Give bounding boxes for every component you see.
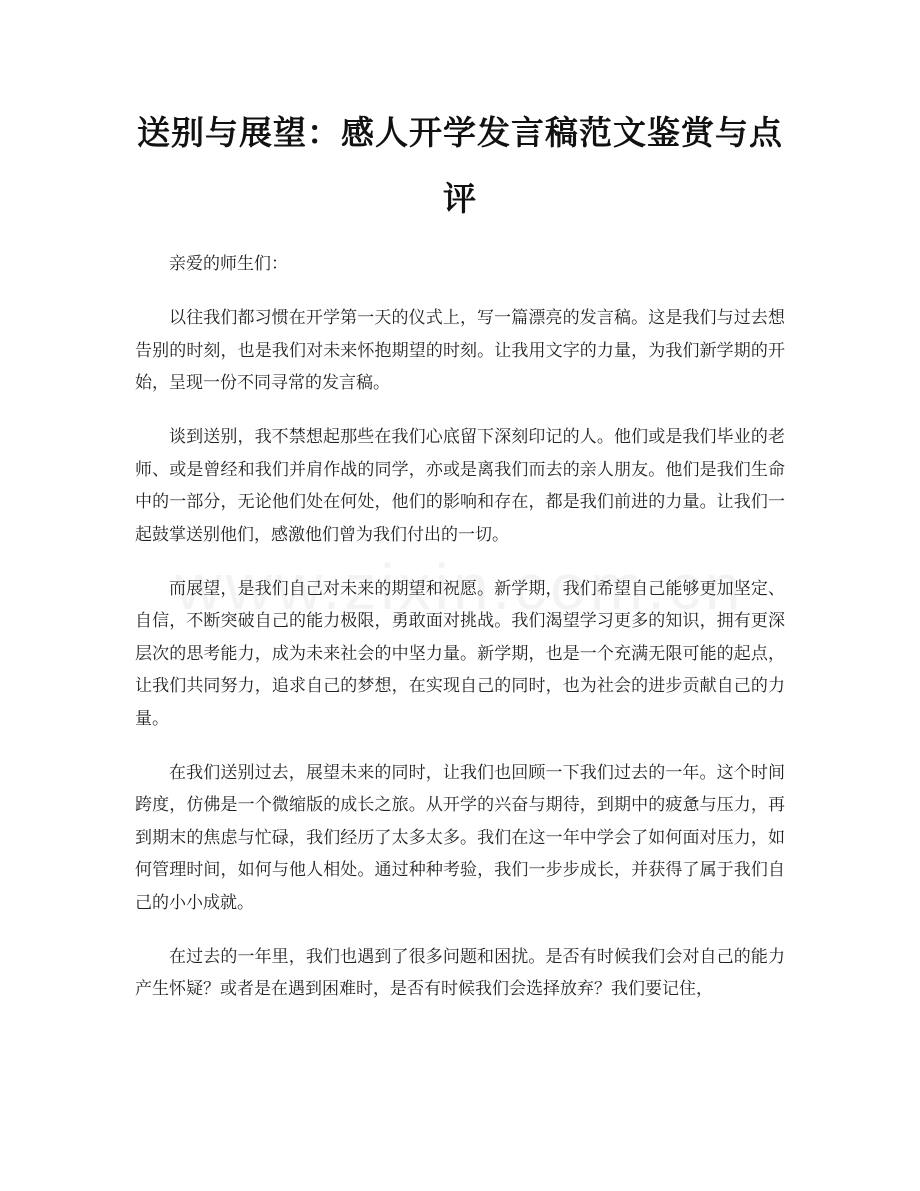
- paragraph: 而展望，是我们自己对未来的期望和祝愿。新学期，我们希望自己能够更加坚定、自信，不断突破自己的能力极限，勇敢面对挑战。我们渴望学习更多的知识，拥有更深层次的思考能力，成为未来社会的中坚力量。新学期，也是一个充满无限可能的起点，让我们共同努力，追求自己的梦想，在实现自己的同时，也为社会的进步贡献自己的力量。: [135, 578, 785, 729]
- greeting: 亲爱的师生们：: [169, 254, 288, 274]
- paragraph: 在过去的一年里，我们也遇到了很多问题和困扰。是否有时候我们会对自己的能力产生怀疑？或者是在遇到困难时，是否有时候我们会选择放弃？我们要记住，: [135, 946, 785, 999]
- paragraph: 以往我们都习惯在开学第一天的仪式上，写一篇漂亮的发言稿。这是我们与过去想告别的时刻，也是我们对未来怀抱期望的时刻。让我用文字的力量，为我们新学期的开始，呈现一份不同寻常的发言稿。: [135, 308, 785, 393]
- paragraph: 谈到送别，我不禁想起那些在我们心底留下深刻印记的人。他们或是我们毕业的老师、或是曾经和我们并肩作战的同学，亦或是离我们而去的亲人朋友。他们是我们生命中的一部分，无论他们处在何处，他们的影响和存在，都是我们前进的力量。让我们一起鼓掌送别他们，感激他们曾为我们付出的一切。: [135, 427, 785, 545]
- document-body: [135, 248, 785, 1027]
- paragraph: 在我们送别过去，展望未来的同时，让我们也回顾一下我们过去的一年。这个时间跨度，仿佛是一个微缩版的成长之旅。从开学的兴奋与期待，到期中的疲惫与压力，再到期末的焦虑与忙碌，我们经历了太多太多。我们在这一年中学会了如何面对压力，如何管理时间，如何与他人相处。通过种种考验，我们一步步成长，并获得了属于我们自己的小小成就。: [135, 762, 785, 913]
- document-title: 送别与展望：感人开学发言稿范文鉴赏与点评: [137, 113, 783, 218]
